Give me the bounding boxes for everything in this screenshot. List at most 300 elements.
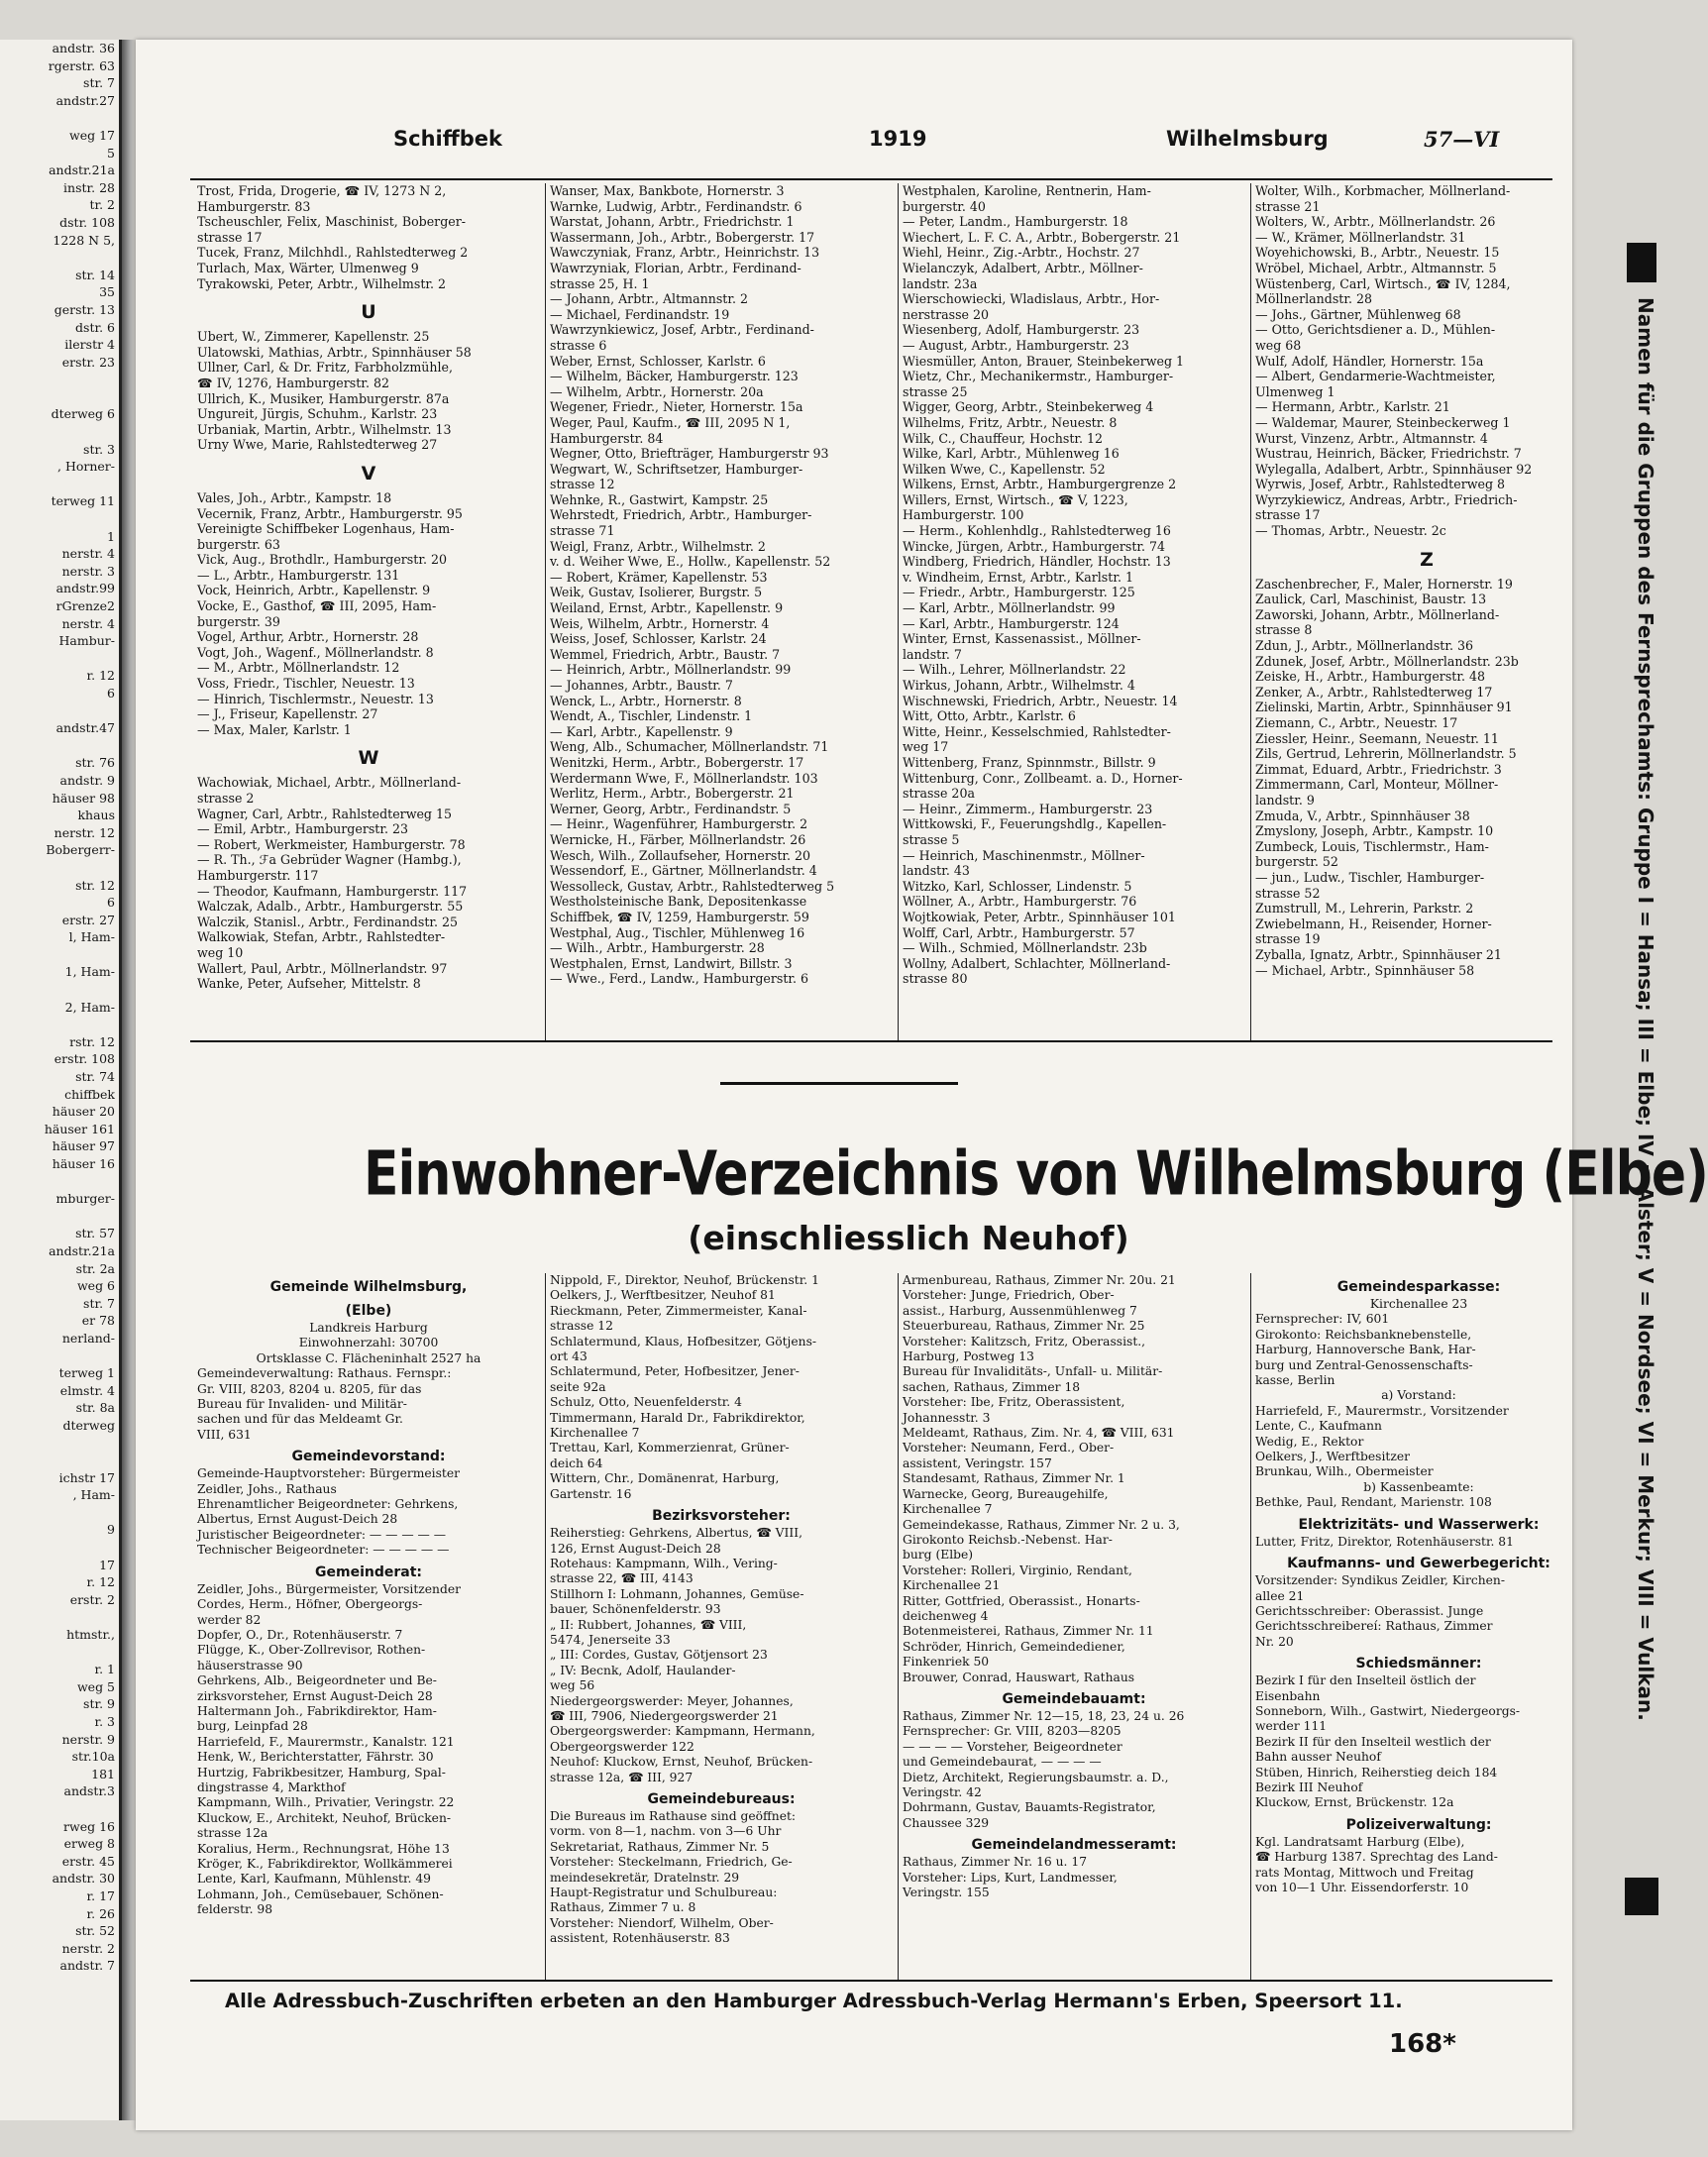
directory-entry: Nr. 20 (1255, 1634, 1294, 1649)
left-page-fragment (0, 981, 119, 999)
directory-entry: Wernicke, H., Färber, Möllnerlandstr. 26 (550, 831, 806, 847)
left-page-fragment: str. 12 (75, 877, 115, 893)
left-page-fragment: gerstr. 13 (53, 301, 115, 317)
directory-entry: Chaussee 329 (903, 1815, 990, 1830)
directory-entry: nerstrasse 20 (903, 306, 990, 322)
directory-entry: Wenck, L., Arbtr., Hornerstr. 8 (550, 693, 742, 708)
directory-entry: Trost, Frida, Drogerie, ☎ IV, 1273 N 2, (197, 183, 447, 198)
directory-entry: Rotehaus: Kampmann, Wilh., Vering- (550, 1556, 778, 1570)
column-divider (1250, 1273, 1251, 1980)
section-heading: Polizeiverwaltung: (1345, 1816, 1492, 1833)
section-heading: (Elbe) (345, 1303, 392, 1319)
directory-entry: — Michael, Arbtr., Spinnhäuser 58 (1255, 962, 1475, 978)
directory-entry: Wiechert, L. F. C. A., Arbtr., Bobergerstr. 21 (903, 229, 1181, 245)
directory-entry: Steuerbureau, Rathaus, Zimmer Nr. 25 (903, 1319, 1145, 1334)
directory-entry: Technischer Beigeordneter: — — — — — (197, 1543, 450, 1558)
directory-entry: — Heinrich, Arbtr., Möllnerlandstr. 99 (550, 662, 792, 678)
left-page-fragment: Bobergerr- (46, 842, 115, 858)
directory-entry: Warnecke, Georg, Bureaugehilfe, (903, 1486, 1109, 1501)
directory-entry: Oelkers, J., Werftbesitzer (1255, 1450, 1410, 1464)
directory-entry: Hamburgerstr. 83 (197, 198, 311, 214)
directory-entry: — Robert, Krämer, Kapellenstr. 53 (550, 569, 768, 585)
directory-entry: — jun., Ludw., Tischler, Hamburger- (1255, 869, 1485, 885)
directory-entry: und Gemeindebaurat, — — — — (903, 1755, 1102, 1770)
directory-entry: Zwiebelmann, H., Reisender, Horner- (1255, 916, 1492, 931)
directory-entry: Wustrau, Heinrich, Bäcker, Friedrichstr. 7 (1255, 446, 1522, 462)
directory-entry: Ulmenweg 1 (1255, 383, 1335, 399)
left-page-fragment: nerstr. 4 (61, 615, 115, 631)
directory-entry: burg, Leinpfad 28 (197, 1719, 308, 1734)
section-heading: Kaufmanns- und Gewerbegericht: (1287, 1556, 1550, 1572)
column-1 (197, 183, 540, 992)
left-page-fragment (0, 1539, 119, 1557)
left-page-fragment: chiffbek (64, 1086, 115, 1102)
left-page-fragment: r. 12 (86, 1574, 115, 1590)
directory-entry: Wawrzynkiewicz, Josef, Arbtr., Ferdinand- (550, 322, 814, 338)
left-page-fragment (0, 1348, 119, 1365)
left-page-fragment (0, 1800, 119, 1818)
directory-entry: Ungureit, Jürgis, Schuhm., Karlstr. 23 (197, 406, 438, 422)
directory-entry: Kgl. Landratsamt Harburg (Elbe), (1255, 1834, 1465, 1849)
left-page-fragment: 17 (99, 1557, 115, 1572)
directory-entry: Wyrzykiewicz, Andreas, Arbtr., Friedrich- (1255, 491, 1518, 507)
directory-entry: Eisenbahn (1255, 1688, 1321, 1703)
directory-entry: Schiffbek, ☎ IV, 1259, Hamburgerstr. 59 (550, 909, 809, 924)
directory-entry: Westholsteinische Bank, Depositenkasse (550, 894, 807, 910)
directory-entry: Hurtzig, Fabrikbesitzer, Hamburg, Spal- (197, 1765, 446, 1780)
directory-entry: Zdunek, Josef, Arbtr., Möllnerlandstr. 23b (1255, 653, 1519, 669)
left-page-fragment: dstr. 108 (59, 214, 115, 230)
directory-entry: Brouwer, Conrad, Hauswart, Rathaus (903, 1670, 1135, 1684)
left-page-fragment: instr. 28 (63, 179, 115, 195)
directory-entry: Möllnerlandstr. 28 (1255, 291, 1373, 307)
centered-line: Kirchenallee 23 (1369, 1297, 1468, 1311)
directory-entry: Vorsteher: Kalitzsch, Fritz, Oberassist., (903, 1334, 1146, 1348)
section-heading: Gemeinderat: (315, 1564, 422, 1580)
left-page-fragment: str. 52 (75, 1923, 115, 1939)
directory-entry: ☎ IV, 1276, Hamburgerstr. 82 (197, 375, 389, 390)
directory-entry: kasse, Berlin (1255, 1373, 1335, 1388)
directory-entry: strasse 22, ☎ III, 4143 (550, 1571, 694, 1586)
directory-entry: Rathaus, Zimmer 7 u. 8 (550, 1900, 696, 1915)
left-page-fragment: nerland- (61, 1330, 115, 1346)
left-page-fragment (0, 1452, 119, 1469)
directory-entry: Henk, W., Berichterstatter, Fährstr. 30 (197, 1750, 434, 1765)
directory-entry: Bureau für Invaliden- und Militär- (197, 1397, 407, 1412)
left-page-fragment (0, 650, 119, 668)
directory-entry: Werlitz, Herm., Arbtr., Bobergerstr. 21 (550, 786, 795, 802)
left-page-fragment: l, Ham- (68, 929, 115, 945)
directory-entry: Zimmermann, Carl, Monteur, Möllner- (1255, 777, 1499, 793)
directory-entry: Kirchenallee 21 (903, 1578, 1001, 1593)
left-page-fragment: r. 12 (86, 668, 115, 684)
directory-entry: Wröbel, Michael, Arbtr., Altmannstr. 5 (1255, 260, 1497, 275)
directory-entry: Zenker, A., Arbtr., Rahlstedterweg 17 (1255, 684, 1493, 700)
directory-entry: Vogel, Arthur, Arbtr., Hornerstr. 28 (197, 629, 419, 645)
directory-entry: Weigl, Franz, Arbtr., Wilhelmstr. 2 (550, 538, 766, 554)
directory-entry: Wittenberg, Franz, Spinnmstr., Billstr. 9 (903, 754, 1156, 770)
directory-entry: Wigger, Georg, Arbtr., Steinbekerweg 4 (903, 399, 1154, 415)
left-page-fragment (0, 1208, 119, 1226)
directory-entry: — Wilhelm, Arbtr., Hornerstr. 20a (550, 383, 764, 399)
directory-entry: Westphalen, Karoline, Rentnerin, Ham- (903, 183, 1151, 198)
directory-entry: Wachowiak, Michael, Arbtr., Möllnerland- (197, 775, 462, 791)
directory-entry: Walkowiak, Stefan, Arbtr., Rahlstedter- (197, 929, 446, 945)
directory-entry: Lente, Karl, Kaufmann, Mühlenstr. 49 (197, 1872, 431, 1887)
directory-entry: Wemmel, Friedrich, Arbtr., Baustr. 7 (550, 646, 781, 662)
left-page-fragment: andstr. 30 (52, 1871, 115, 1887)
directory-entry: Armenbureau, Rathaus, Zimmer Nr. 20u. 21 (903, 1273, 1176, 1287)
directory-entry: Wiesmüller, Anton, Brauer, Steinbekerweg 1 (903, 353, 1185, 369)
directory-entry: Voss, Friedr., Tischler, Neuestr. 13 (197, 676, 415, 692)
directory-entry: Wegener, Friedr., Nieter, Hornerstr. 15a (550, 399, 803, 415)
directory-entry: — Johann, Arbtr., Altmannstr. 2 (550, 291, 748, 307)
directory-entry: Weiss, Josef, Schlosser, Karlstr. 24 (550, 631, 767, 647)
directory-entry: Vick, Aug., Brothdlr., Hamburgerstr. 20 (197, 552, 447, 568)
directory-entry: burg (Elbe) (903, 1548, 974, 1563)
left-page-fragment (0, 109, 119, 127)
directory-entry: Weng, Alb., Schumacher, Möllnerlandstr. 71 (550, 739, 829, 755)
directory-entry: Tyrakowski, Peter, Arbtr., Wilhelmstr. 2 (197, 275, 447, 291)
directory-entry: Vales, Joh., Arbtr., Kampstr. 18 (197, 489, 392, 505)
directory-entry: Sekretariat, Rathaus, Zimmer Nr. 5 (550, 1839, 770, 1854)
left-page-fragment: mburger- (55, 1191, 115, 1207)
thumb-tab-marker (1625, 1878, 1658, 1915)
directory-entry: — Hinrich, Tischlermstr., Neuestr. 13 (197, 691, 434, 706)
directory-entry: Schulz, Otto, Neuenfelderstr. 4 (550, 1395, 742, 1410)
left-page-fragment: häuser 97 (52, 1138, 115, 1154)
directory-entry: allee 21 (1255, 1588, 1305, 1603)
directory-entry: Kröger, K., Fabrikdirektor, Wollkämmerei (197, 1857, 453, 1871)
directory-entry: Windberg, Friedrich, Händler, Hochstr. 13 (903, 554, 1171, 570)
directory-entry: Koralius, Herm., Rechnungsrat, Höhe 13 (197, 1841, 450, 1856)
directory-entry: Vock, Heinrich, Arbtr., Kapellenstr. 9 (197, 583, 431, 598)
directory-entry: — M., Arbtr., Möllnerlandstr. 12 (197, 660, 400, 676)
directory-entry: strasse 2 (197, 791, 255, 806)
left-page-fragment: terweg 1 (58, 1365, 115, 1381)
directory-entry: Zeidler, Johs., Rathaus (197, 1481, 337, 1496)
left-page-fragment: terweg 11 (51, 493, 115, 509)
directory-entry: assist., Harburg, Aussenmühlenweg 7 (903, 1303, 1137, 1318)
directory-entry: Johannesstr. 3 (903, 1410, 991, 1425)
directory-entry: — Johannes, Arbtr., Baustr. 7 (550, 678, 733, 693)
directory-entry: Ubert, W., Zimmerer, Kapellenstr. 25 (197, 329, 430, 345)
directory-entry: vorm. von 8—1, nachm. von 3—6 Uhr (550, 1824, 782, 1839)
directory-entry: Vorsteher: Steckelmann, Friedrich, Ge- (550, 1855, 793, 1870)
directory-entry: Veringstr. 155 (903, 1886, 990, 1900)
directory-entry: Zils, Gertrud, Lehrerin, Möllnerlandstr. 5 (1255, 746, 1517, 762)
left-page-fragment: str. 8a (75, 1400, 115, 1416)
directory-entry: — Wilh., Arbtr., Hamburgerstr. 28 (550, 940, 765, 956)
directory-entry: Bezirk II für den Inselteil westlich der (1255, 1734, 1491, 1749)
directory-entry: Haltermann Joh., Fabrikdirektor, Ham- (197, 1703, 437, 1718)
directory-entry: Zaworski, Johann, Arbtr., Möllnerland- (1255, 606, 1500, 622)
directory-entry: Ehrenamtlicher Beigeordneter: Gehrkens, (197, 1497, 459, 1512)
directory-entry: Girokonto Reichsb.-Nebenst. Har- (903, 1532, 1113, 1547)
left-page-fragment: erweg 8 (63, 1836, 115, 1852)
directory-entry: Witzko, Karl, Schlosser, Lindenstr. 5 (903, 878, 1132, 894)
directory-entry: Wawczyniak, Franz, Arbtr., Heinrichstr. 13 (550, 245, 820, 261)
section-heading: Gemeindevorstand: (291, 1449, 446, 1465)
directory-entry: Bureau für Invaliditäts-, Unfall- u. Militär- (903, 1364, 1163, 1379)
directory-entry: 5474, Jenerseite 33 (550, 1632, 671, 1647)
directory-entry: werder 82 (197, 1612, 262, 1627)
left-page-fragment: andstr. 36 (52, 41, 115, 55)
directory-entry: Botenmeisterei, Rathaus, Zimmer Nr. 11 (903, 1624, 1154, 1639)
directory-entry: Fernsprecher: IV, 601 (1255, 1312, 1390, 1327)
directory-entry: Wehnke, R., Gastwirt, Kampstr. 25 (550, 491, 769, 507)
directory-entry: Cordes, Herm., Höfner, Obergeorgs- (197, 1597, 423, 1612)
directory-entry: burgerstr. 40 (903, 198, 986, 214)
section-heading: Gemeindelandmesseramt: (971, 1837, 1177, 1854)
directory-entry: Wojtkowiak, Peter, Arbtr., Spinnhäuser 101 (903, 909, 1176, 924)
left-page-fragment: str. 74 (75, 1069, 115, 1085)
letter-heading: U (361, 301, 376, 324)
directory-entry: strasse 52 (1255, 885, 1321, 901)
directory-entry: Bethke, Paul, Rendant, Marienstr. 108 (1255, 1495, 1492, 1510)
directory-entry: Bahn ausser Neuhof (1255, 1750, 1381, 1765)
directory-entry: — Robert, Werkmeister, Hamburgerstr. 78 (197, 836, 466, 852)
left-page-fragment: , Horner- (57, 459, 115, 475)
left-page-fragment: 35 (99, 284, 115, 300)
directory-entry: landstr. 7 (903, 646, 962, 662)
directory-entry: Wagner, Carl, Arbtr., Rahlstedterweg 15 (197, 806, 453, 821)
directory-entry: strasse 12a (197, 1826, 268, 1841)
directory-entry: Gehrkens, Alb., Beigeordneter und Be- (197, 1673, 437, 1688)
directory-entry: Reiherstieg: Gehrkens, Albertus, ☎ VIII, (550, 1526, 803, 1541)
directory-entry: ☎ III, 7906, Niedergeorgswerder 21 (550, 1708, 779, 1723)
left-page-fragment: 5 (107, 145, 115, 161)
directory-entry: weg 17 (903, 739, 949, 755)
section-subtitle: (einschliesslich Neuhof) (688, 1219, 1129, 1257)
left-page-fragment: erstr. 45 (61, 1853, 115, 1869)
left-page-fragment: dterweg 6 (51, 406, 115, 422)
left-page-fragment: Hambur- (58, 633, 115, 649)
left-page-fragment: 2, Ham- (64, 999, 115, 1015)
directory-entry: sachen und für das Meldeamt Gr. (197, 1412, 403, 1427)
directory-entry: — Heinrich, Maschinenmstr., Möllner- (903, 847, 1145, 863)
left-page-fragment: 6 (107, 895, 115, 911)
directory-entry: Wiesenberg, Adolf, Hamburgerstr. 23 (903, 322, 1140, 338)
directory-entry: Weber, Ernst, Schlosser, Karlstr. 6 (550, 353, 766, 369)
directory-entry: Wöllner, A., Arbtr., Hamburgerstr. 76 (903, 894, 1137, 910)
directory-entry: Kirchenallee 7 (903, 1502, 993, 1517)
directory-entry: Wenitzki, Herm., Arbtr., Bobergerstr. 17 (550, 754, 804, 770)
left-page-fragment (0, 1504, 119, 1522)
directory-entry: — R. Th., ℱa Gebrüder Wagner (Hambg.), (197, 852, 462, 868)
directory-entry: — W., Krämer, Möllnerlandstr. 31 (1255, 229, 1466, 245)
directory-entry: weg 56 (550, 1678, 595, 1693)
header-page-label: 57—VI (1424, 127, 1500, 152)
left-page-fragment (0, 388, 119, 406)
directory-entry: Wolter, Wilh., Korbmacher, Möllnerland- (1255, 183, 1511, 198)
directory-entry: — Michael, Ferdinandstr. 19 (550, 306, 730, 322)
directory-entry: — Thomas, Arbtr., Neuestr. 2c (1255, 523, 1446, 539)
section-heading: Gemeindebureaus: (647, 1791, 796, 1807)
left-page-fragment: ichstr 17 (58, 1469, 115, 1485)
left-page-fragment: elmstr. 4 (59, 1382, 115, 1398)
directory-entry: Harburg, Postweg 13 (903, 1349, 1034, 1364)
directory-entry: burgerstr. 63 (197, 536, 280, 552)
left-page-fragment: erstr. 2 (69, 1591, 115, 1607)
directory-entry: Niedergeorgswerder: Meyer, Johannes, (550, 1693, 794, 1708)
directory-entry: strasse 25 (903, 383, 968, 399)
directory-entry: Kluckow, Ernst, Brückenstr. 12a (1255, 1795, 1454, 1810)
section-rule (190, 1040, 1552, 1042)
directory-entry: — Peter, Landm., Hamburgerstr. 18 (903, 214, 1128, 230)
directory-entry: Winter, Ernst, Kassenassist., Möllner- (903, 631, 1141, 647)
column-divider (545, 183, 546, 1040)
directory-entry: Hamburgerstr. 100 (903, 507, 1024, 523)
directory-entry: Lutter, Fritz, Direktor, Rotenhäuserstr. 81 (1255, 1534, 1514, 1549)
directory-entry: Finkenriek 50 (903, 1655, 990, 1670)
left-page-fragment (0, 1173, 119, 1191)
directory-entry: strasse 12a, ☎ III, 927 (550, 1770, 694, 1784)
directory-entry: Wilke, Karl, Arbtr., Mühlenweg 16 (903, 446, 1120, 462)
left-page-fragment: str. 2a (75, 1260, 115, 1276)
directory-entry: Vogt, Joh., Wagenf., Möllnerlandstr. 8 (197, 644, 434, 660)
directory-entry: Vorsteher: Neumann, Ferd., Ober- (903, 1441, 1115, 1456)
directory-entry: strasse 21 (1255, 198, 1321, 214)
directory-entry: 126, Ernst August-Deich 28 (550, 1541, 721, 1556)
section-heading: Gemeindesparkasse: (1336, 1279, 1501, 1295)
directory-entry: Wylegalla, Adalbert, Arbtr., Spinnhäuser 92 (1255, 461, 1533, 477)
directory-entry: Zeidler, Johs., Bürgermeister, Vorsitzender (197, 1581, 461, 1596)
header-rule (190, 178, 1552, 180)
centered-line: b) Kassenbeamte: (1363, 1479, 1474, 1494)
directory-entry: VIII, 631 (197, 1427, 252, 1442)
directory-entry: strasse 71 (550, 523, 615, 539)
left-page-fragment: andstr.3 (63, 1783, 115, 1799)
left-page-fragment (0, 702, 119, 720)
left-page-fragment: 181 (91, 1766, 115, 1781)
left-page-fragment: nerstr. 9 (61, 1731, 115, 1747)
directory-entry: Oelkers, J., Werftbesitzer, Neuhof 81 (550, 1288, 776, 1303)
left-page-fragment: häuser 161 (44, 1121, 115, 1136)
directory-entry: Warnke, Ludwig, Arbtr., Ferdinandstr. 6 (550, 198, 802, 214)
lower-column-3 (903, 1273, 1245, 1900)
directory-entry: dingstrasse 4, Markthof (197, 1780, 346, 1794)
directory-entry: Wolters, W., Arbtr., Möllnerlandstr. 26 (1255, 214, 1496, 230)
directory-entry: Standesamt, Rathaus, Zimmer Nr. 1 (903, 1471, 1125, 1486)
directory-entry: Wilk, C., Chauffeur, Hochstr. 12 (903, 430, 1104, 446)
directory-entry: Westphalen, Ernst, Landwirt, Billstr. 3 (550, 955, 793, 971)
left-page-fragment: 1, Ham- (64, 964, 115, 980)
left-page-fragment (0, 1608, 119, 1626)
left-page-fragment: erstr. 23 (61, 354, 115, 370)
directory-entry: Vorsteher: Lips, Kurt, Landmesser, (903, 1870, 1118, 1885)
directory-entry: Gerichtsschreibereí: Rathaus, Zimmer (1255, 1619, 1493, 1634)
directory-entry: Nippold, F., Direktor, Neuhof, Brückenstr. 1 (550, 1273, 819, 1287)
directory-entry: Brunkau, Wilh., Obermeister (1255, 1464, 1434, 1479)
directory-entry: Wanser, Max, Bankbote, Hornerstr. 3 (550, 183, 785, 198)
directory-entry: „ IV: Becnk, Adolf, Haulander- (550, 1663, 736, 1677)
left-page-fragment: nerstr. 4 (61, 546, 115, 562)
lower-column-2 (550, 1273, 893, 1947)
left-page-fragment: rstr. 12 (69, 1033, 115, 1049)
directory-entry: Zaulick, Carl, Maschinist, Baustr. 13 (1255, 592, 1487, 607)
column-3 (903, 183, 1245, 987)
directory-entry: — Max, Maler, Karlstr. 1 (197, 721, 352, 737)
directory-entry: Trettau, Karl, Kommerzienrat, Grüner- (550, 1441, 790, 1456)
directory-entry: Wehrstedt, Friedrich, Arbtr., Hamburger- (550, 507, 812, 523)
directory-entry: Wegner, Otto, Briefträger, Hamburgerstr 93 (550, 446, 829, 462)
directory-entry: — Friedr., Arbtr., Hamburgerstr. 125 (903, 585, 1135, 600)
left-page-fragment (0, 859, 119, 877)
thumb-tab-marker (1627, 243, 1656, 282)
directory-entry: Schlatermund, Klaus, Hofbesitzer, Götjens- (550, 1334, 817, 1348)
directory-entry: Harriefeld, F., Maurermstr., Kanalstr. 121 (197, 1734, 455, 1749)
directory-entry: Tucek, Franz, Milchhdl., Rahlstedterweg 2 (197, 245, 469, 261)
directory-entry: Bezirk III Neuhof (1255, 1780, 1363, 1794)
directory-entry: Zaschenbrecher, F., Maler, Hornerstr. 19 (1255, 576, 1513, 592)
directory-entry: Urny Wwe, Marie, Rahlstedterweg 27 (197, 437, 438, 453)
centered-line: Landkreis Harburg (309, 1321, 428, 1335)
left-page-edge (0, 40, 122, 2120)
directory-entry: — Theodor, Kaufmann, Hamburgerstr. 117 (197, 883, 468, 899)
directory-entry: Westphal, Aug., Tischler, Mühlenweg 16 (550, 924, 805, 940)
directory-entry: deich 64 (550, 1456, 603, 1470)
directory-entry: — Karl, Arbtr., Möllnerlandstr. 99 (903, 600, 1116, 616)
directory-entry: Gemeinde-Hauptvorsteher: Bürgermeister (197, 1466, 461, 1481)
publisher-note: Alle Adressbuch-Zuschriften erbeten an den Hamburger Adressbuch-Verlag Hermann's Erben, Speersort 11. (225, 1990, 1403, 2012)
left-page-fragment: str. 76 (75, 755, 115, 771)
left-page-fragment (0, 1016, 119, 1033)
left-page-fragment: str. 57 (75, 1226, 115, 1241)
directory-entry: Wilhelms, Fritz, Arbtr., Neuestr. 8 (903, 414, 1118, 430)
directory-entry: Wincke, Jürgen, Arbtr., Hamburgerstr. 74 (903, 538, 1166, 554)
directory-entry: strasse 25, H. 1 (550, 275, 650, 291)
directory-entry: — Emil, Arbtr., Hamburgerstr. 23 (197, 821, 409, 837)
directory-entry: Wietz, Chr., Mechanikermstr., Hamburger- (903, 369, 1174, 384)
left-page-fragment: rweg 16 (63, 1818, 115, 1834)
left-page-fragment: andstr. 7 (59, 1958, 115, 1974)
directory-entry: landstr. 9 (1255, 792, 1315, 808)
column-4 (1255, 183, 1598, 978)
left-page-fragment (0, 1644, 119, 1662)
directory-entry: Schlatermund, Peter, Hofbesitzer, Jener- (550, 1364, 800, 1379)
directory-entry: assistent, Rotenhäuserstr. 83 (550, 1931, 730, 1946)
left-page-fragment: r. 17 (86, 1887, 115, 1903)
directory-entry: „ III: Cordes, Gustav, Götjensort 23 (550, 1648, 768, 1663)
directory-entry: meindesekretär, Dratelnstr. 29 (550, 1870, 740, 1885)
directory-entry: Dietz, Architekt, Regierungsbaumstr. a. D., (903, 1770, 1169, 1784)
directory-entry: strasse 6 (550, 337, 607, 353)
directory-entry: — Otto, Gerichtsdiener a. D., Mühlen- (1255, 322, 1496, 338)
directory-entry: — Wilh., Lehrer, Möllnerlandstr. 22 (903, 662, 1126, 678)
directory-entry: Wallert, Paul, Arbtr., Möllnerlandstr. 97 (197, 960, 448, 976)
directory-entry: weg 10 (197, 944, 244, 960)
directory-entry: Witt, Otto, Arbtr., Karlstr. 6 (903, 708, 1076, 724)
directory-entry: Wessolleck, Gustav, Arbtr., Rahlstedterweg 5 (550, 878, 835, 894)
section-heading: Gemeinde Wilhelmsburg, (269, 1279, 468, 1295)
left-page-fragment (0, 371, 119, 388)
directory-entry: Dopfer, O., Dr., Rotenhäuserstr. 7 (197, 1627, 403, 1642)
book-gutter (122, 40, 136, 2120)
directory-entry: Vorsitzender: Syndikus Zeidler, Kirchen- (1255, 1573, 1505, 1588)
left-page-fragment: khaus (77, 808, 115, 823)
letter-heading: W (358, 747, 379, 770)
directory-entry: Tscheuschler, Felix, Maschinist, Boberger- (197, 214, 466, 230)
directory-entry: Wesch, Wilh., Zollaufseher, Hornerstr. 20 (550, 847, 811, 863)
left-page-fragment: r. 26 (86, 1905, 115, 1921)
directory-entry: Flügge, K., Ober-Zollrevisor, Rothen- (197, 1643, 426, 1658)
directory-entry: Wiehl, Heinr., Zig.-Arbtr., Hochstr. 27 (903, 245, 1140, 261)
directory-entry: bauer, Schönenfelderstr. 93 (550, 1602, 721, 1617)
directory-entry: — August, Arbtr., Hamburgerstr. 23 (903, 337, 1129, 353)
directory-entry: — Albert, Gendarmerie-Wachtmeister, (1255, 369, 1496, 384)
directory-entry: Weger, Paul, Kaufm., ☎ III, 2095 N 1, (550, 414, 791, 430)
